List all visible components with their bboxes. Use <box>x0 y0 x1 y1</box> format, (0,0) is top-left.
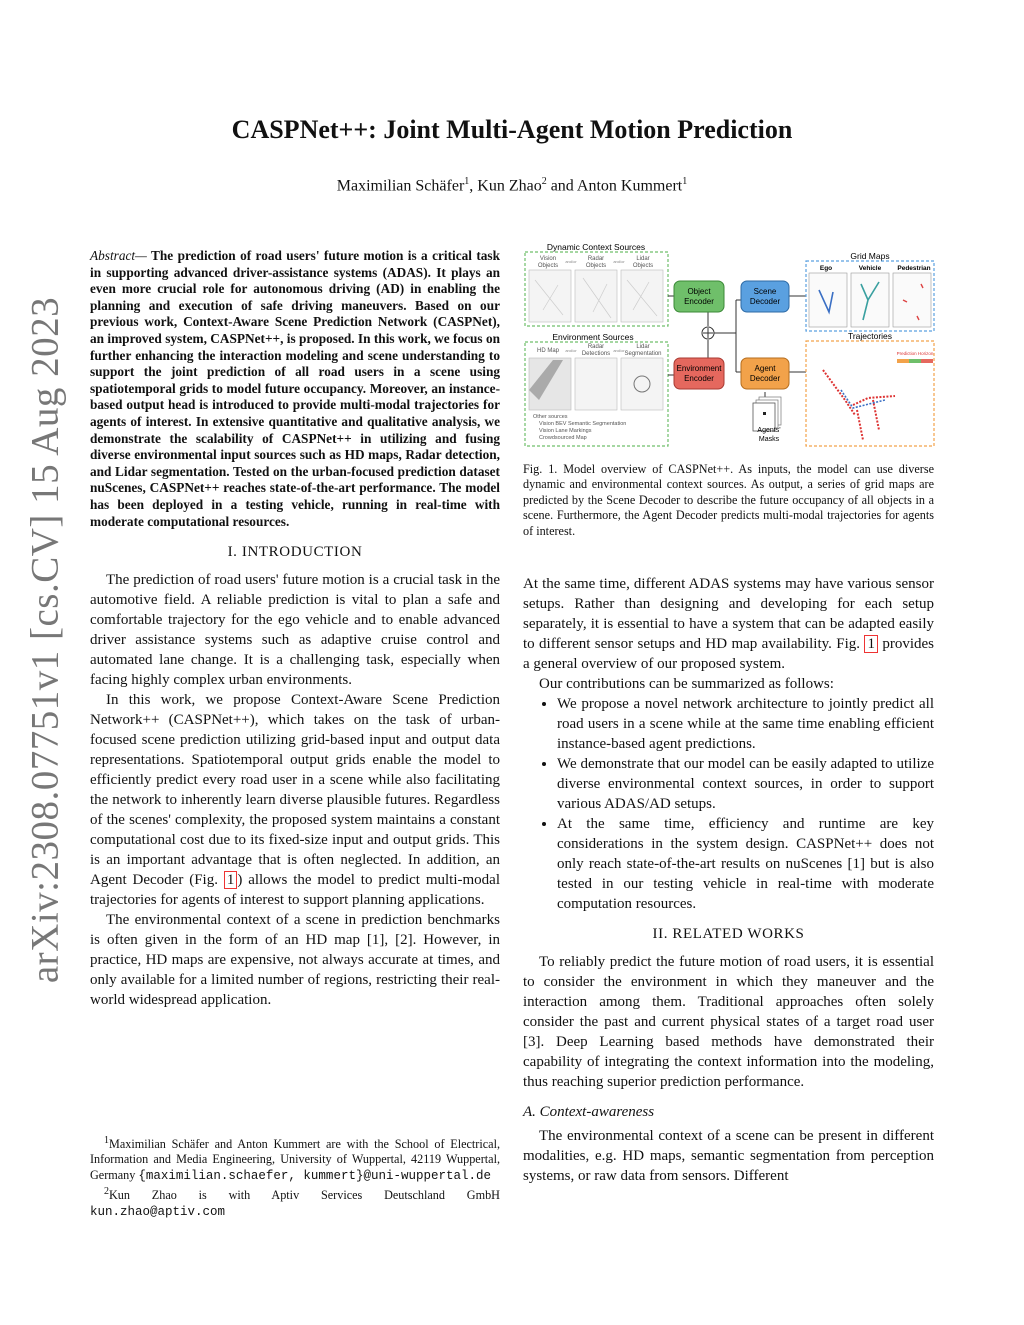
pedestrian-label: Pedestrian <box>897 265 931 272</box>
radar-detections-label: Radar <box>587 344 605 350</box>
lidar-seg-label: Lidar <box>636 344 650 350</box>
section-heading-related-works: II. RELATED WORKS <box>652 926 805 942</box>
footnote-1: $^1$Maximilian Schäfer and Anton Kummert are with the School of Electrical, Information and Media Engineering, University of Wuppertal, 42119 Wuppertal, Germany {maximilian.schaefer, kummert}@uni-wuppertal.de <box>90 1135 500 1183</box>
abstract: Abstract— The prediction of road users' future motion is a critical task in supporting advanced driver-assistance systems (ADAS). It plays an even more crucial role for autonomous driving (AD) in enabling the planning and execution of safe driving maneuvers. Based on our previous work, Context-Aware Scene Prediction Network (CASPNet), an improved system, CASPNet++, is proposed. In this work, we focus on further enhancing the interaction modeling and scene understanding to support the joint prediction of all road users in a scene using spatiotemporal grids to model future occupancy. Moreover, an instance-based output head is introduced to provide multi-modal trajectories for agents of interest. In extensive quantitative and qualitative analysis, we demonstrate the scalability of CASPNet++ in utilizing and fusing diverse environmental input sources such as HD maps, Radar detection, and Lidar segmentation. Tested on the urban-focused prediction dataset nuScenes, CASPNet++ reaches state-of-the-art performance. The model has been deployed in a testing vehicle, running in real-time with moderate computational resources. <box>90 248 500 529</box>
list-item: • We demonstrate that our model can be easily adapted to utilize diverse environmental context sources, in order to support various ADAS/AD setups. <box>557 754 934 814</box>
left-column <box>90 248 500 1010</box>
agents-masks-label-2: Masks <box>758 436 780 443</box>
vision-objects-label: Objects <box>537 263 559 269</box>
prediction-horizon-label: Prediction Horizon <box>896 351 934 356</box>
trajectories-box <box>806 341 934 446</box>
contributions-intro: Our contributions can be summarized as follows: <box>539 676 834 692</box>
figure-ref-link[interactable]: 1 <box>224 871 238 889</box>
author-3: Anton Kummert <box>576 177 683 195</box>
figure-caption: Fig. 1. Model overview of CASPNet++. As inputs, the model can use diverse dynamic and environmental context sources. As output, a series of grid maps are predicted by the Scene Decoder to describe the future occupancy of all objects in a scene. Furthermore, the Agent Decoder predicts multi-modal trajectories for agents of interest. <box>523 462 934 538</box>
right-paragraph-1: At the same time, different ADAS systems may have various sensor setups. Rather than designing and developing for each setup separately, it is essential to have a system that can be adapted easily to different sensor setups and HD map availability. Fig. 1 provides a general overview of our proposed system. <box>523 576 934 672</box>
scene-decoder-label-2: Decoder <box>749 297 781 306</box>
object-encoder-label: Object <box>687 287 711 296</box>
vehicle-grid-thumb <box>851 273 889 327</box>
intro-paragraph-1: The prediction of road users' future motion is a crucial task in the automotive field. A reliable prediction is vital to plan a safe and comfortable trajectory for the ego vehicle and to enable advanced driver assistance systems such as adaptive cruise control and automated lane change. It is a challenging task, especially when facing highly complex urban environments. <box>90 572 500 689</box>
agents-masks-label: Agents' <box>757 427 781 434</box>
grid-maps-title: Grid Maps <box>850 251 890 261</box>
and-or-label: and/or <box>565 348 577 353</box>
dynamic-sources-title: Dynamic Context Sources <box>546 242 646 252</box>
other-source-item: Crowdsourced Map <box>539 435 587 441</box>
other-source-item: Vision BEV Semantic Segmentation <box>539 421 627 427</box>
related-works-paragraph: To reliably predict the future motion of road users, it is essential to consider the environment in which they maneuver and the interaction among them. Traditional approaches often solely consider the past and current physical states of a target road user [3]. Deep Learning based methods have demonstrated their capability of integrating the context information into the modeling, thus reaching superior prediction performance. <box>523 954 934 1090</box>
ego-label: Ego <box>819 265 833 272</box>
radar-objects-label: Objects <box>585 263 607 269</box>
agent-decoder-label-2: Decoder <box>749 374 781 383</box>
subsection-heading-context-awareness: A. Context-awareness <box>523 1104 655 1120</box>
lidar-grid-thumb <box>621 270 663 322</box>
author-2: Kun Zhao <box>477 177 542 195</box>
list-item: • At the same time, efficiency and runtime are key considerations in the system design. CASPNet++ does not only reach state-of-the-art results on nuScenes [1] but is also tested in our testing vehicle in real-time with moderate computation resources. <box>557 814 934 914</box>
context-awareness-paragraph: The environmental context of a scene can be present in different modalities, e.g. HD maps, semantic segmentation from perception systems, or raw data from sensors. Different <box>523 1128 934 1184</box>
environment-encoder-label-2: Encoder <box>684 374 714 383</box>
email-link-1[interactable]: {maximilian.schaefer, kummert}@uni-wuppertal.de <box>138 1168 491 1183</box>
email-link-2[interactable]: kun.zhao@aptiv.com <box>90 1204 226 1219</box>
environment-encoder-label: Environment <box>676 364 722 373</box>
footnote-2: $^2$Kun Zhao is with Aptiv Services Deutschland GmbH kun.zhao@aptiv.com <box>90 1186 500 1219</box>
vision-label: Vision <box>539 256 557 262</box>
detections-label: Detections <box>581 351 611 357</box>
author-1: Maximilian Schäfer <box>336 177 465 195</box>
other-sources-label: Other sources <box>533 414 568 420</box>
arxiv-stamp: arXiv:2308.07751v1 [cs.CV] 15 Aug 2023 <box>23 296 67 984</box>
vision-grid-thumb <box>529 270 571 322</box>
footnotes <box>90 1133 500 1220</box>
lidar-objects-label: Objects <box>632 263 654 269</box>
intro-paragraph-3: The environmental context of a scene in prediction benchmarks is often given in the form of an HD map [1], [2]. However, in practice, HD maps are expensive, not always accurate at times, and only available for a limited number of regions, restricting their real-world widespread application. <box>90 912 500 1009</box>
pedestrian-grid-thumb <box>893 273 931 327</box>
right-column <box>523 574 934 1186</box>
section-heading-introduction: I. INTRODUCTION <box>227 544 363 561</box>
scene-decoder-label: Scene <box>753 287 777 296</box>
list-item: • We propose a novel network architecture to jointly predict all road users in a scene while at the same time enabling efficient instance-based agent predictions. <box>557 694 934 754</box>
other-source-item: Vision Lane Markings <box>539 428 592 434</box>
lidar-segmentation-thumb <box>621 358 663 410</box>
ego-grid-thumb <box>809 273 847 327</box>
and-or-label: and/or <box>613 259 625 264</box>
vehicle-label: Vehicle <box>858 265 882 272</box>
model-overview-figure <box>523 240 937 450</box>
and-or-label: and/or <box>565 259 577 264</box>
radar-detections-thumb <box>575 358 617 410</box>
hd-map-label: HD Map <box>536 348 560 354</box>
lidar-label: Lidar <box>636 256 650 262</box>
paper-title: CASPNet++: Joint Multi-Agent Motion Prediction <box>231 115 793 144</box>
environment-sources-title: Environment Sources <box>552 332 634 342</box>
figure-ref-link[interactable]: 1 <box>864 635 878 653</box>
intro-paragraph-2: In this work, we propose Context-Aware Scene Prediction Network++ (CASPNet++), which takes on the task of urban-focused scene prediction utilizing grid-based input and output data representations. Spatiotemporal output grids enable the model to efficiently predict every road user in a scene while also facilitating the network to inherently learn diverse plausible futures. Regardless of the scenes' complexity, the proposed system maintains a constant computational cost due to its fixed-size input and output grids. This is an important advantage that is often neglected. In addition, an Agent Decoder (Fig. 1 ) allows the model to predict multi-modal trajectories for agents of interest to support planning applications. <box>90 692 500 909</box>
trajectories-title: Trajectories <box>847 331 893 341</box>
agent-decoder-label: Agent <box>754 364 776 373</box>
radar-label: Radar <box>587 256 605 262</box>
and-or-label: and/or <box>613 348 625 353</box>
segmentation-label: Segmentation <box>624 351 662 357</box>
author-list: Maximilian Schäfer$^1$, Kun Zhao$^2$ and Anton Kummert$^1$ <box>336 176 688 195</box>
contributions-list <box>523 694 934 914</box>
object-encoder-label-2: Encoder <box>684 297 714 306</box>
